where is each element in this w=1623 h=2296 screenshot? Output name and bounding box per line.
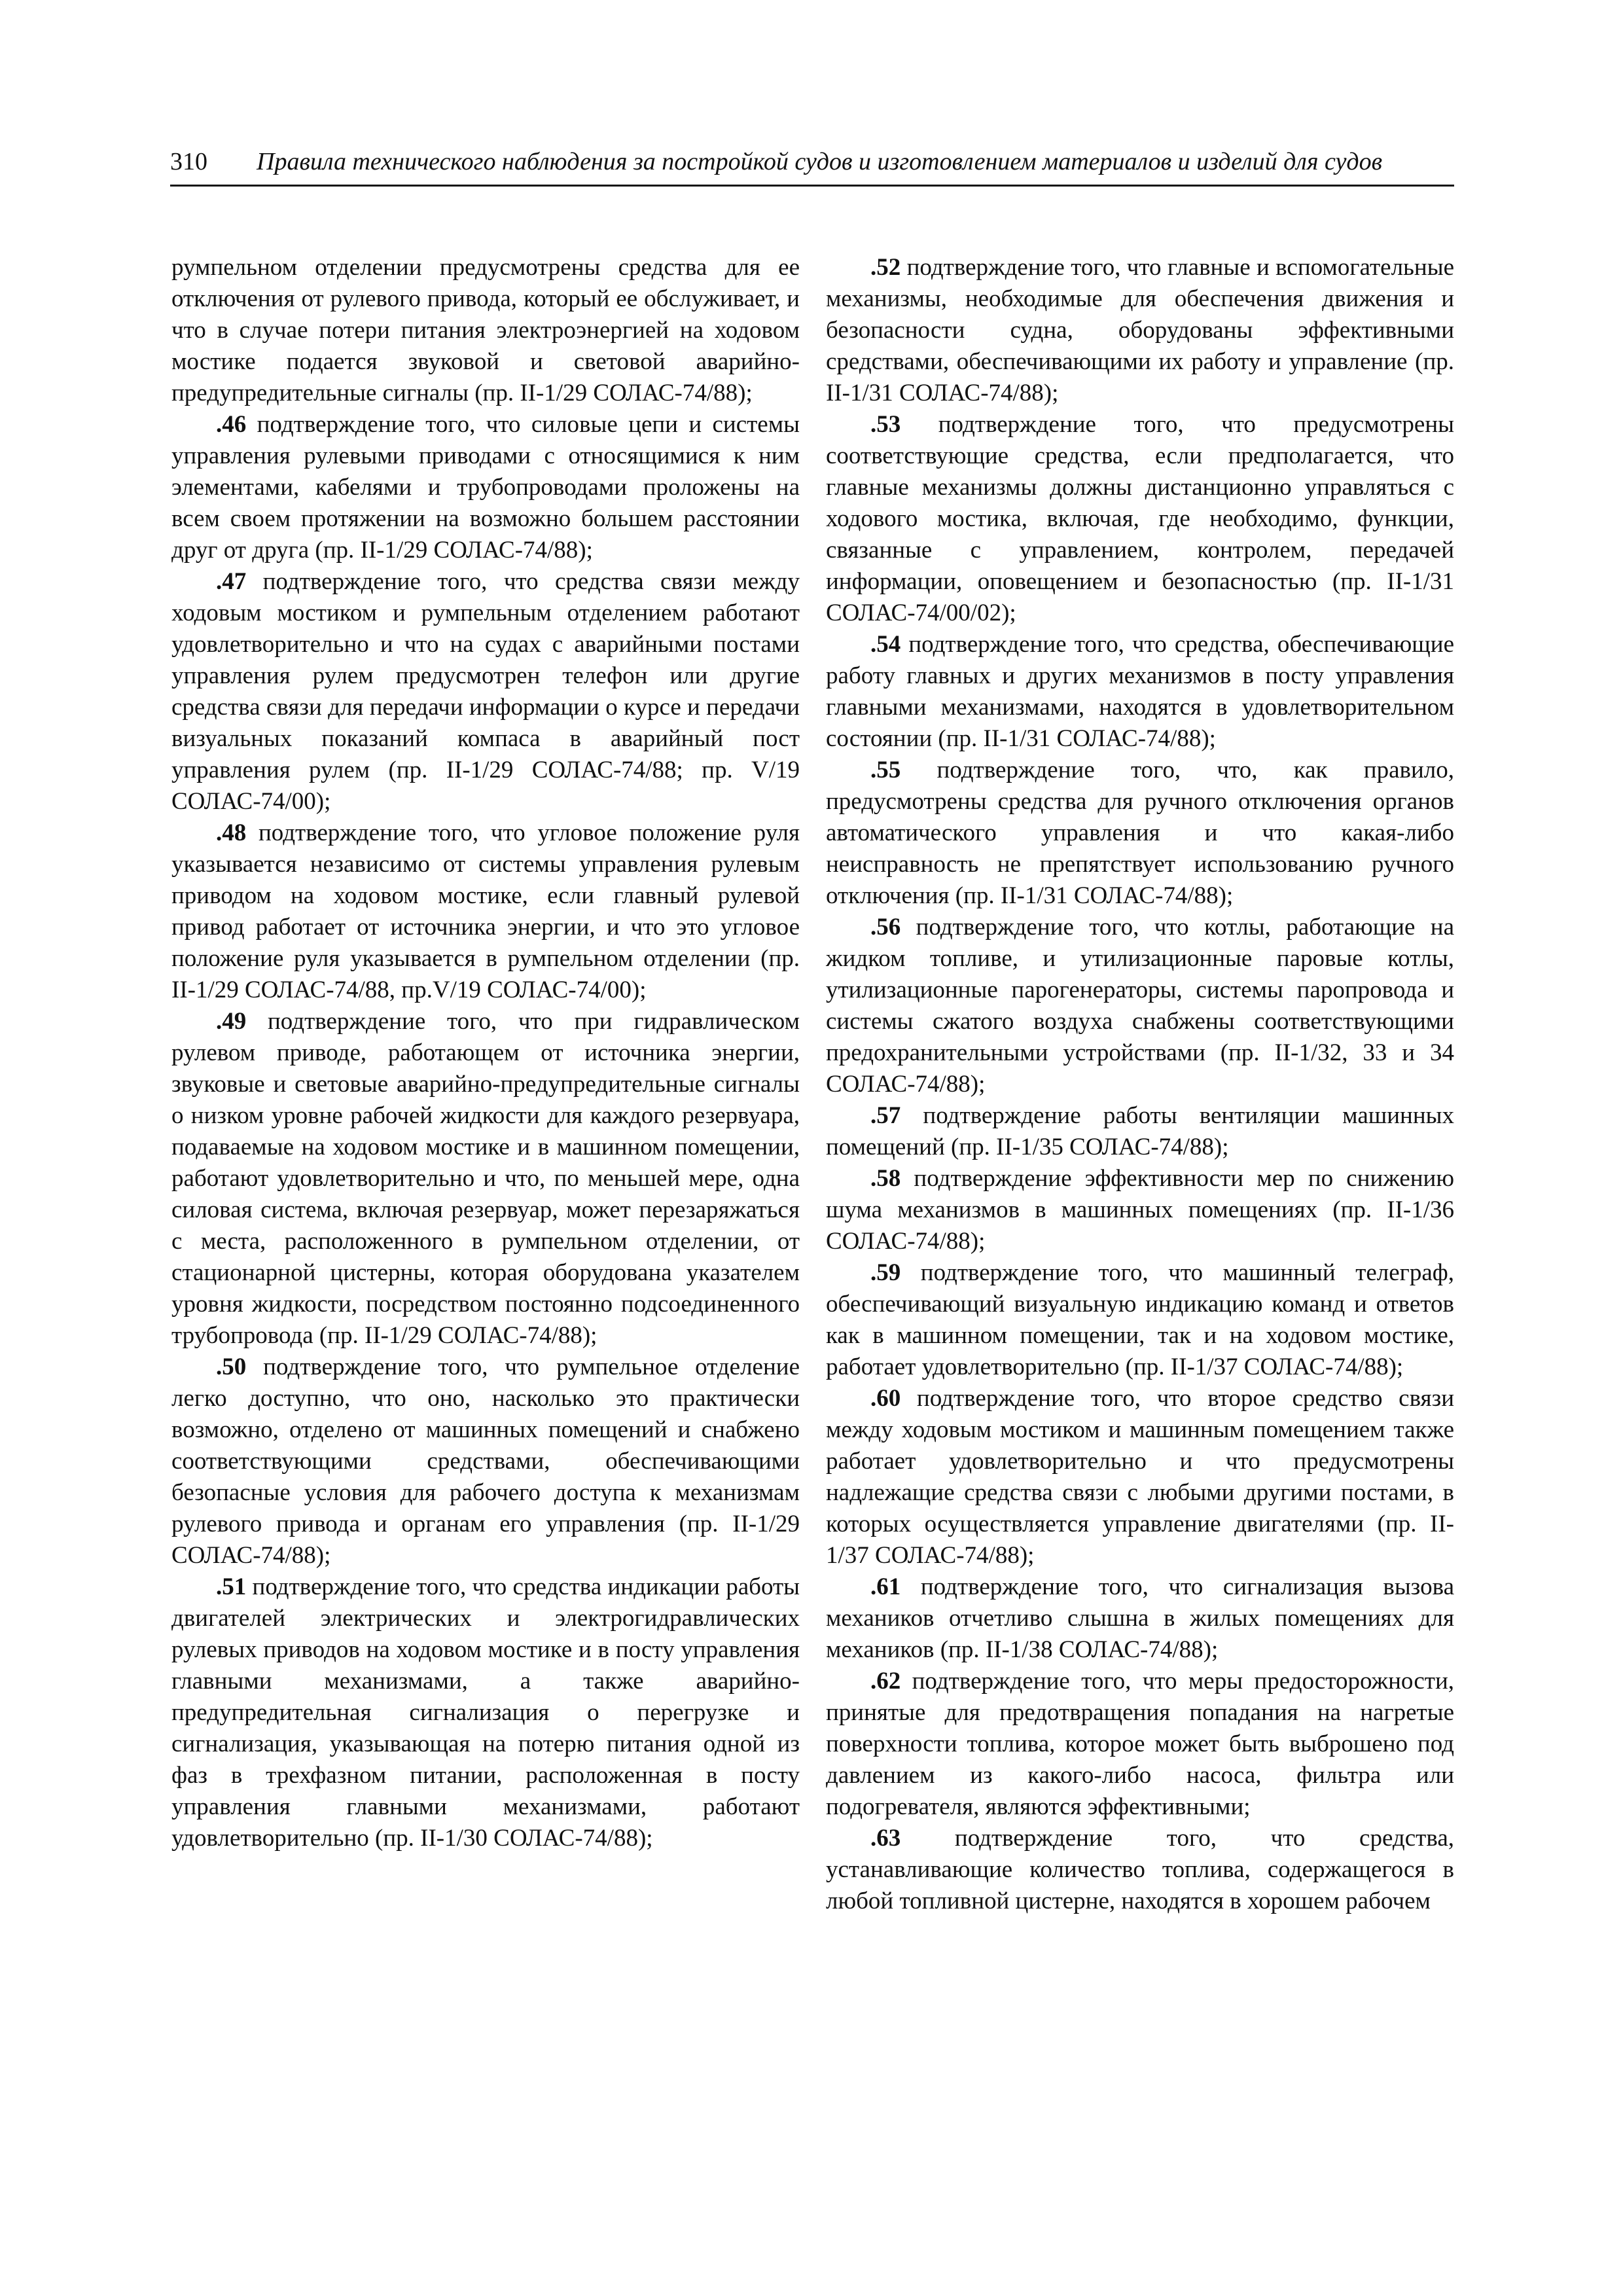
item-number: .62 — [870, 1668, 901, 1695]
paragraph-item-54 — [826, 629, 1454, 755]
item-text: подтверждение того, что при гидравлическом рулевом приводе, работающем от источника энергии, звуковые и световые аварийно-предупредительные сигналы о низком уровне рабочей жидкости для каждого резервуара, подаваемые на ходовом мостике и в машинном помещении, работают удовлетворительно и что, по меньшей мере, одна силовая система, включая резервуар, может перезаряжаться с места, расположенного в румпельном отделении, от стационарной цистерны, которая оборудована указателем уровня жидкости, посредством постоянно подсоединенного трубопровода (пр. II-1/29 СОЛАС-74/88); — [171, 1008, 800, 1349]
paragraph-item-59 — [826, 1257, 1454, 1383]
item-text: подтверждение эффективности мер по снижению шума механизмов в машинных помещениях (пр. II-1/36 СОЛАС-74/88); — [826, 1165, 1454, 1255]
item-number: .61 — [870, 1573, 901, 1600]
item-number: .57 — [870, 1102, 901, 1129]
item-text: подтверждение того, что сигнализация вызова механиков отчетливо слышна в жилых помещениях для механиков (пр. II-1/38 СОЛАС-74/88); — [826, 1573, 1454, 1663]
left-column — [171, 252, 800, 1854]
paragraph-item-49 — [171, 1006, 800, 1352]
paragraph-item-51 — [171, 1571, 800, 1854]
item-text: подтверждение того, что угловое положение руля указывается независимо от системы управления рулевым приводом на ходовом мостике, если главный рулевой привод работает от источника энергии, и что это угловое положение руля указывается в румпельном отделении (пр. II-1/29 СОЛАС-74/88, пр.V/19 СОЛАС-74/00); — [171, 819, 800, 1003]
item-number: .52 — [870, 254, 901, 281]
paragraph-item-53 — [826, 409, 1454, 629]
item-number: .51 — [216, 1573, 247, 1600]
paragraph-item-60 — [826, 1383, 1454, 1571]
paragraph-item-63 — [826, 1823, 1454, 1917]
item-text: подтверждение того, что предусмотрены соответствующие средства, если предполагается, что главные механизмы должны дистанционно управляться с ходового мостика, включая, где необходимо, функции, связанные с управлением, контролем, передачей информации, оповещением и безопасностью (пр. II-1/31 СОЛАС-74/00/02); — [826, 411, 1454, 626]
paragraph-item-58 — [826, 1163, 1454, 1257]
item-number: .56 — [870, 914, 901, 941]
paragraph-item-55 — [826, 755, 1454, 912]
paragraph-item-50 — [171, 1352, 800, 1571]
item-number: .48 — [216, 819, 247, 846]
item-text: подтверждение того, что второе средство связи между ходовым мостиком и машинным помещением также работает удовлетворительно и что предусмотрены надлежащие средства связи с любыми другими постами, в которых осуществляется управление двигателями (пр. II-1/37 СОЛАС-74/88); — [826, 1385, 1454, 1569]
item-number: .59 — [870, 1259, 901, 1286]
paragraph-item-47 — [171, 566, 800, 817]
running-title: Правила технического наблюдения за постройкой судов и изготовлением материалов и изделий для судов — [257, 148, 1383, 175]
item-number: .47 — [216, 568, 247, 595]
item-text: подтверждение того, что средства, устанавливающие количество топлива, содержащегося в любой топливной цистерне, находятся в хорошем рабочем — [826, 1825, 1454, 1914]
item-number: .58 — [870, 1165, 901, 1192]
item-number: .54 — [870, 631, 901, 658]
item-number: .46 — [216, 411, 247, 438]
item-text: подтверждение того, что меры предосторожности, принятые для предотвращения попадания на нагретые поверхности топлива, которое может быть выброшено под давлением из какого-либо насоса, фильтра или подогревателя, являются эффективными; — [826, 1668, 1454, 1820]
paragraph-item-52 — [826, 252, 1454, 409]
paragraph-continuation: румпельном отделении предусмотрены средства для ее отключения от рулевого привода, который ее обслуживает, и что в случае потери питания электроэнергией на ходовом мостике подается звуковой и световой аварийно-предупредительные сигналы (пр. II-1/29 СОЛАС-74/88); — [171, 254, 800, 406]
paragraph-item-61 — [826, 1571, 1454, 1666]
item-number: .63 — [870, 1825, 901, 1852]
paragraph-item-57 — [826, 1100, 1454, 1163]
item-text: подтверждение того, что средства индикации работы двигателей электрических и электрогидравлических рулевых приводов на ходовом мостике и в посту управления главными механизмами, а также аварийно-предупредительная сигнализация о перегрузке и сигнализация, указывающая на потерю питания одной из фаз в трехфазном питании, расположенная в посту управления главными механизмами, работают удовлетворительно (пр. II-1/30 СОЛАС-74/88); — [171, 1573, 800, 1852]
page-header — [170, 143, 1454, 187]
item-text: подтверждение того, что силовые цепи и системы управления рулевыми приводами с относящимися к ним элементами, кабелями и трубопроводами проложены на всем своем протяжении на возможно большем расстоянии друг от друга (пр. II-1/29 СОЛАС-74/88); — [171, 411, 800, 564]
item-text: подтверждение того, что главные и вспомогательные механизмы, необходимые для обеспечения движения и безопасности судна, оборудованы эффективными средствами, обеспечивающими их работу и управление (пр. II-1/31 СОЛАС-74/88); — [826, 254, 1454, 406]
paragraph-item-56 — [826, 912, 1454, 1100]
item-number: .53 — [870, 411, 901, 438]
paragraph-item-48 — [171, 817, 800, 1006]
item-number: .55 — [870, 757, 901, 783]
item-text: подтверждение работы вентиляции машинных помещений (пр. II-1/35 СОЛАС-74/88); — [826, 1102, 1454, 1160]
paragraph-item-46 — [171, 409, 800, 566]
item-number: .60 — [870, 1385, 901, 1412]
item-number: .49 — [216, 1008, 247, 1035]
item-text: подтверждение того, что, как правило, предусмотрены средства для ручного отключения органов автоматического управления и что какая-либо неисправность не препятствует использованию ручного отключения (пр. II-1/31 СОЛАС-74/88); — [826, 757, 1454, 909]
item-number: .50 — [216, 1354, 247, 1380]
item-text: подтверждение того, что средства, обеспечивающие работу главных и других механизмов в посту управления главными механизмами, находятся в удовлетворительном состоянии (пр. II-1/31 СОЛАС-74/88); — [826, 631, 1454, 752]
page-number: 310 — [170, 148, 207, 175]
paragraph-item-62 — [826, 1666, 1454, 1823]
item-text: подтверждение того, что котлы, работающие на жидком топливе, и утилизационные паровые котлы, утилизационные парогенераторы, системы паропровода и системы сжатого воздуха снабжены соответствующими предохранительными устройствами (пр. II-1/32, 33 и 34 СОЛАС-74/88); — [826, 914, 1454, 1098]
item-text: подтверждение того, что средства связи между ходовым мостиком и румпельным отделением работают удовлетворительно и что на судах с аварийными постами управления рулем предусмотрен телефон или другие средства связи для передачи информации о курсе и передачи визуальных показаний компаса в аварийный пост управления рулем (пр. II-1/29 СОЛАС-74/88; пр. V/19 СОЛАС-74/00); — [171, 568, 800, 815]
item-text: подтверждение того, что машинный телеграф, обеспечивающий визуальную индикацию команд и ответов как в машинном помещении, так и на ходовом мостике, работает удовлетворительно (пр. II-1/37 СОЛАС-74/88); — [826, 1259, 1454, 1380]
item-text: подтверждение того, что румпельное отделение легко доступно, что оно, насколько это практически возможно, отделено от машинных помещений и снабжено соответствующими средствами, обеспечивающими безопасные условия для рабочего доступа к механизмам рулевого привода и органам его управления (пр. II-1/29 СОЛАС-74/88); — [171, 1354, 800, 1569]
right-column — [826, 252, 1454, 1917]
